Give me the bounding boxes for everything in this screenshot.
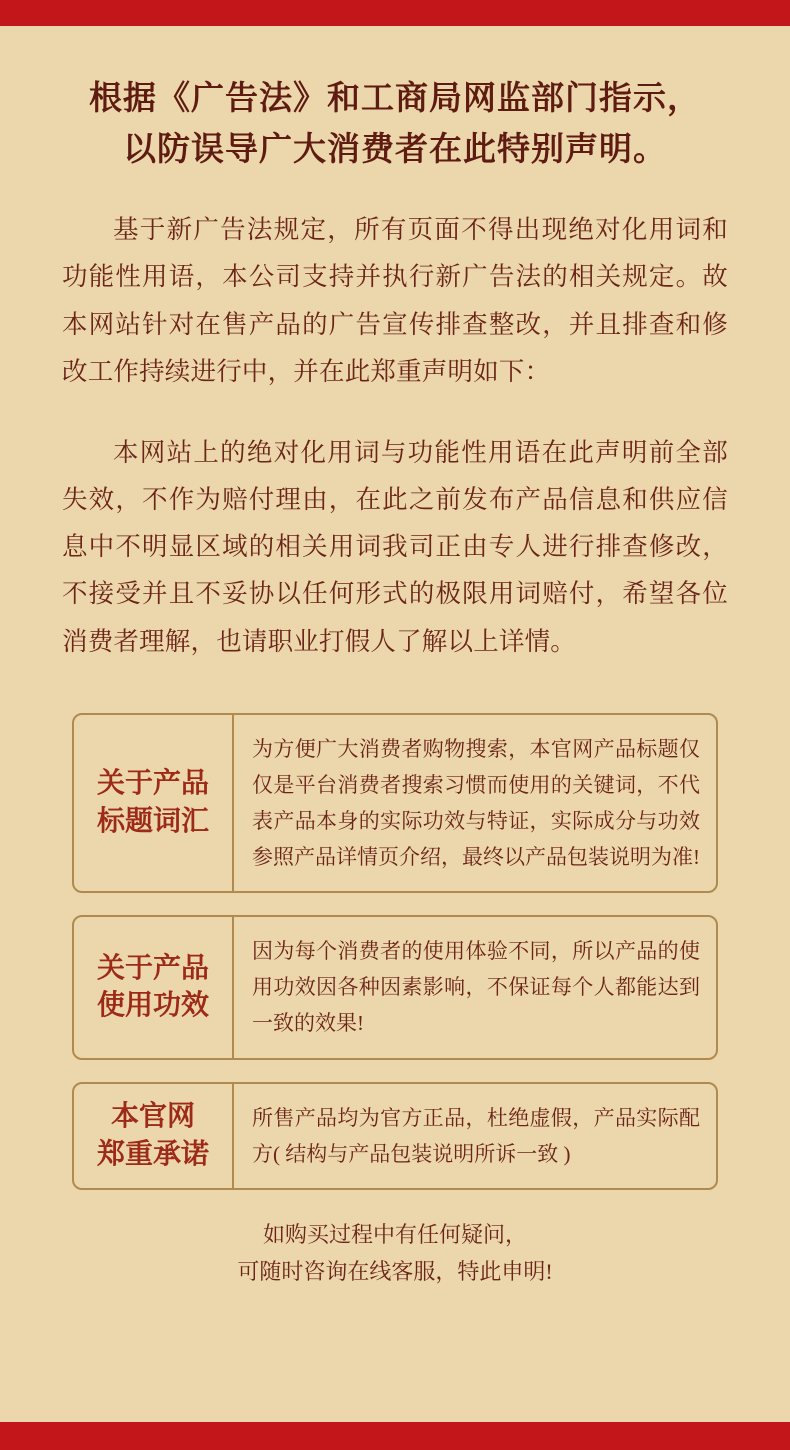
notice-card-title-line2: 使用功效 (96, 990, 209, 1022)
notice-card-product-effect (72, 915, 718, 1059)
notice-card-body: 为方便广大消费者购物搜索，本官网产品标题仅仅是平台消费者搜索习惯而使用的关键词，不代表产品本身的实际功效与特证，实际成分与功效参照产品详情页介绍，最终以产品包装说明为准! (252, 736, 700, 870)
top-red-band (0, 0, 790, 26)
notice-card-title (74, 917, 234, 1057)
notice-card-title (74, 715, 234, 891)
footer-note (0, 1216, 790, 1291)
page-title-line2: 以防误导广大消费者在此特别声明。 (123, 132, 667, 169)
notice-card-list (72, 713, 718, 1190)
statement-paper (0, 26, 790, 1422)
footer-note-line2: 可随时咨询在线客服，特此申明! (237, 1259, 553, 1285)
statement-paragraph-2: 本网站上的绝对化用词与功能性用语在此声明前全部失效，不作为赔付理由，在此之前发布产品信息和供应信息中不明显区域的相关用词我司正由专人进行排查修改，不接受并且不妥协以任何形式的极限用词赔付，希望各位消费者理解，也请职业打假人了解以上详情。 (62, 437, 728, 656)
statement-paragraph-1: 基于新广告法规定，所有页面不得出现绝对化用词和功能性用语，本公司支持并执行新广告法的相关规定。故本网站针对在售产品的广告宣传排查整改，并且排查和修改工作持续进行中，并在此郑重声明如下： (62, 215, 728, 386)
notice-card-product-title (72, 713, 718, 893)
notice-card-title-line2: 郑重承诺 (96, 1138, 209, 1170)
notice-card-title-line1: 本官网 (110, 1100, 195, 1132)
bottom-red-band (0, 1422, 790, 1450)
page-title-line1: 根据《广告法》和工商局网监部门指示， (89, 81, 701, 117)
notice-card-title (74, 1084, 234, 1188)
notice-card-title-line1: 关于产品 (96, 952, 209, 984)
notice-card-title-line1: 关于产品 (96, 768, 209, 800)
footer-note-line1: 如购买过程中有任何疑问， (262, 1221, 527, 1247)
notice-card-body: 因为每个消费者的使用体验不同，所以产品的使用功效因各种因素影响，不保证每个人都能达到一致的效果! (252, 939, 700, 1036)
notice-card-body: 所售产品均为官方正品，杜绝虚假，产品实际配方( 结构与产品包装说明所诉一致 ) (252, 1105, 700, 1166)
notice-card-title-line2: 标题词汇 (96, 806, 209, 838)
page-title (0, 26, 790, 176)
notice-card-official-promise (72, 1082, 718, 1190)
